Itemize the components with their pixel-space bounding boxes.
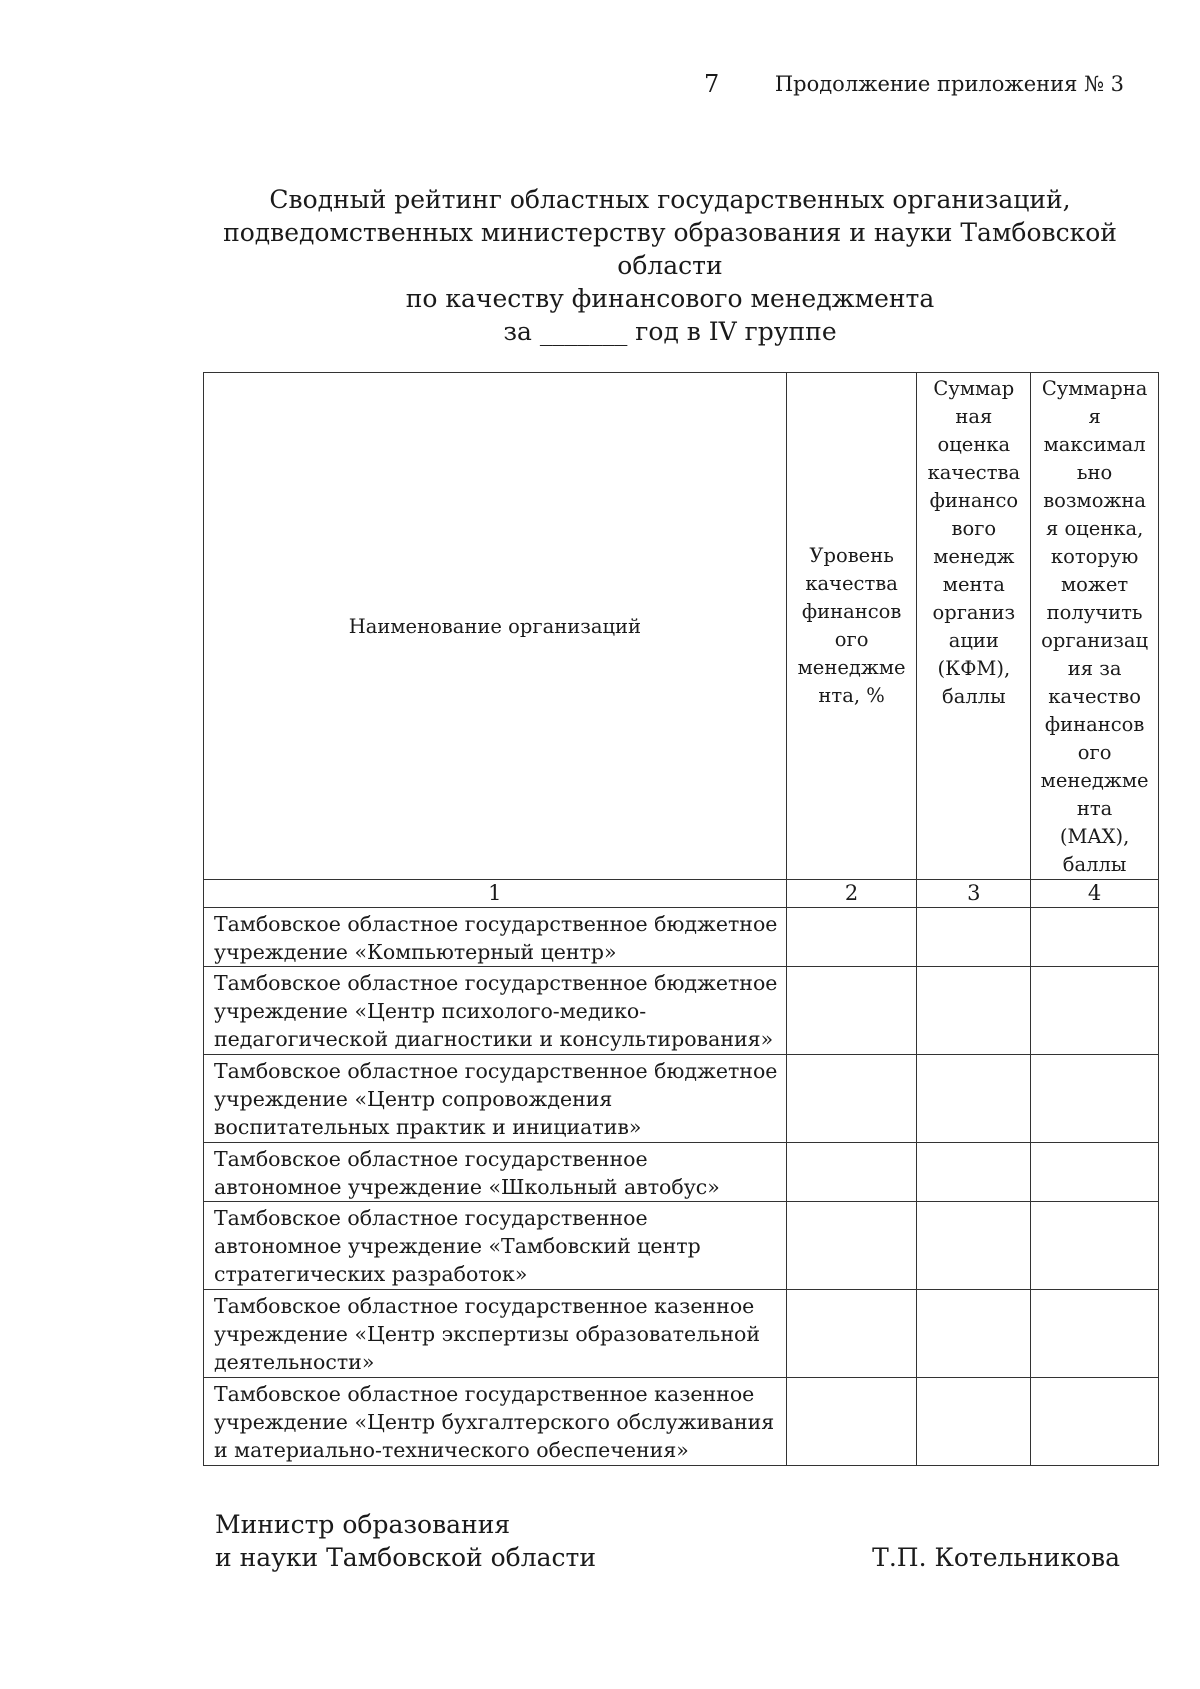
table-row [204,908,1159,967]
kfm-score-cell [917,1378,1031,1466]
title-line-1: Сводный рейтинг областных государственных организаций, [269,185,1071,214]
table-row [204,967,1159,1055]
column-number: 3 [917,880,1031,908]
organization-name-cell: Тамбовское областное государственное бюджетное учреждение «Центр сопровождения воспитательных практик и инициатив» [204,1055,787,1143]
quality-level-cell [786,1202,917,1290]
max-score-cell [1031,1378,1159,1466]
max-score-cell [1031,1290,1159,1378]
kfm-score-cell [917,1055,1031,1143]
rating-table [203,372,1159,1466]
table-row [204,1290,1159,1378]
position-line-2: и науки Тамбовской области [215,1543,596,1572]
max-score-cell [1031,1055,1159,1143]
continuation-label: Продолжение приложения № 3 [774,72,1124,96]
kfm-score-cell [917,1202,1031,1290]
organization-name-cell: Тамбовское областное государственное бюджетное учреждение «Центр психолого-медико-педагогической диагностики и консультирования» [204,967,787,1055]
quality-level-cell [786,1378,917,1466]
kfm-score-cell [917,1290,1031,1378]
organization-name-cell: Тамбовское областное государственное автономное учреждение «Тамбовский центр стратегических разработок» [204,1202,787,1290]
title-line-3: области [617,251,723,280]
quality-level-cell [786,1290,917,1378]
column-number-row [204,880,1159,908]
table-row [204,1055,1159,1143]
column-number: 2 [786,880,917,908]
kfm-score-cell [917,967,1031,1055]
quality-level-cell [786,1143,917,1202]
position-line-1: Министр образования [215,1510,511,1539]
header-quality-level: Уровень качества финансов ого менеджме нта, % [786,373,917,880]
quality-level-cell [786,967,917,1055]
max-score-cell [1031,1202,1159,1290]
column-number: 1 [204,880,787,908]
kfm-score-cell [917,1143,1031,1202]
table-header-row [204,373,1159,880]
table-row [204,1378,1159,1466]
signatory-position [215,1508,596,1574]
table-row [204,1202,1159,1290]
max-score-cell [1031,967,1159,1055]
header-organization-name: Наименование организаций [204,373,787,880]
document-title [180,183,1160,348]
organization-name-cell: Тамбовское областное государственное казенное учреждение «Центр экспертизы образовательной деятельности» [204,1290,787,1378]
table-row [204,1143,1159,1202]
title-line-5: за _______ год в IV группе [503,317,837,346]
organization-name-cell: Тамбовское областное государственное автономное учреждение «Школьный автобус» [204,1143,787,1202]
column-number: 4 [1031,880,1159,908]
max-score-cell [1031,1143,1159,1202]
page-number: 7 [704,70,720,98]
header-max-score: Суммарна я максимал ьно возможна я оценка, которую может получить организац ия за качество финансов ого менеджме нта (MAX), баллы [1031,373,1159,880]
organization-name-cell: Тамбовское областное государственное бюджетное учреждение «Компьютерный центр» [204,908,787,967]
title-line-4: по качеству финансового менеджмента [405,284,935,313]
kfm-score-cell [917,908,1031,967]
quality-level-cell [786,1055,917,1143]
quality-level-cell [786,908,917,967]
title-line-2: подведомственных министерству образования и науки Тамбовской [223,218,1117,247]
max-score-cell [1031,908,1159,967]
header-kfm-score: Суммар ная оценка качества финансо вого менедж мента организ ации (КФМ), баллы [917,373,1031,880]
organization-name-cell: Тамбовское областное государственное казенное учреждение «Центр бухгалтерского обслуживания и материально-технического обеспечения» [204,1378,787,1466]
signatory-name: Т.П. Котельникова [872,1543,1120,1572]
